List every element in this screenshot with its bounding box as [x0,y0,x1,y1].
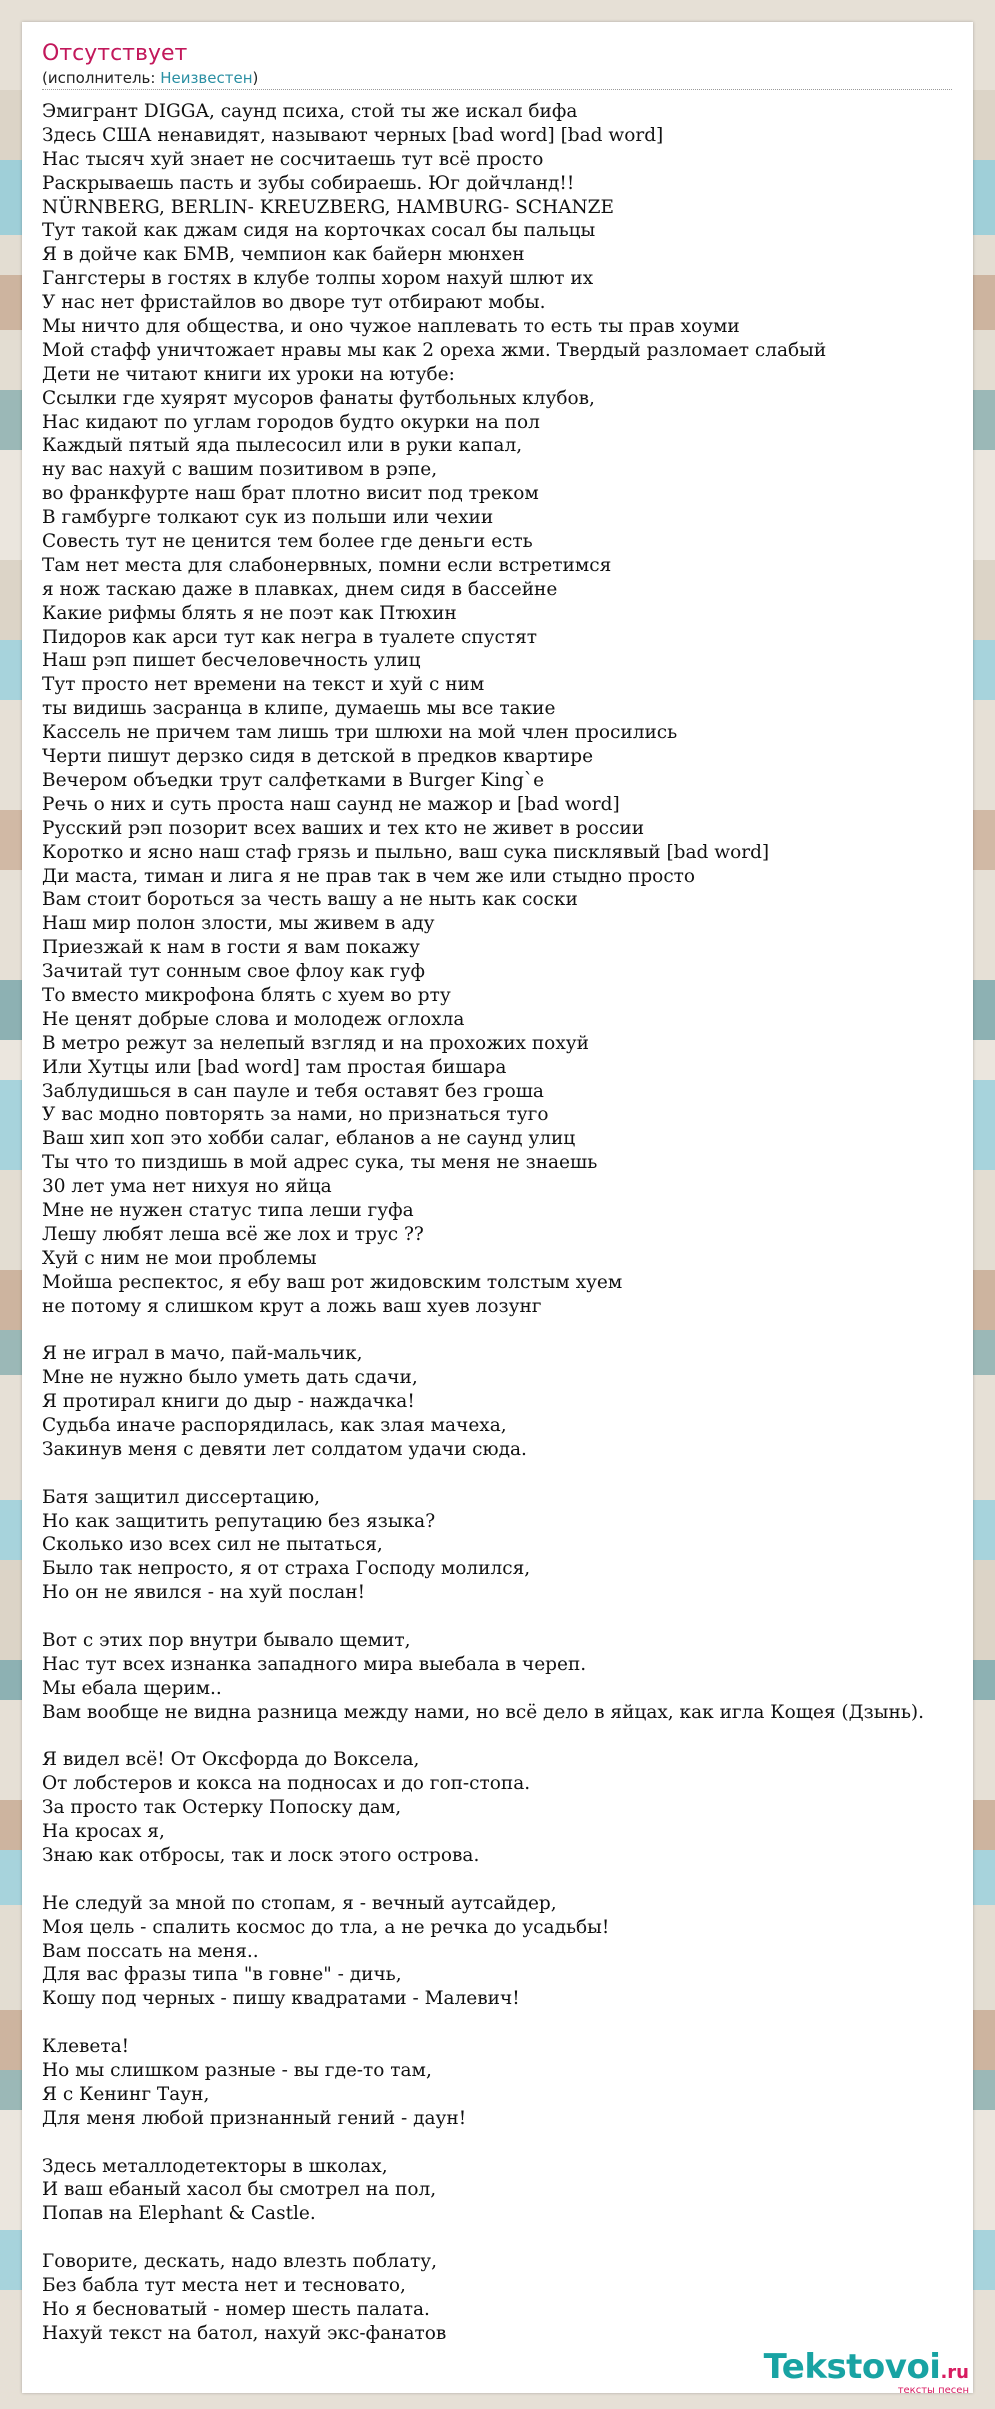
title-divider [42,89,952,90]
lyric-line: Лешу любят леша всё же лох и трус ?? [42,1223,424,1245]
lyric-line: Пидоров как арси тут как негра в туалете спустят [42,626,538,648]
lyric-line: Эмигрант DIGGA, саунд психа, стой ты же искал бифа [42,101,578,122]
lyric-line: Я в дойче как БМВ, чемпион как байерн мюнхен [42,244,525,266]
lyric-line: Какие рифмы блять я не поэт как Птюхин [42,602,457,624]
lyric-line: Там нет места для слабонервных, помни если встретимся [42,554,612,576]
lyric-line: Ты что то пиздишь в мой адрес сука, ты меня не знаешь [42,1152,598,1174]
lyric-line: Нахуй текст на батол, нахуй экс-фанатов [42,2322,447,2344]
lyric-line: У нас нет фристайлов во дворе тут отбирают мобы. [42,292,546,314]
lyric-line: Черти пишут дерзко сидя в детской в предков квартире [42,746,594,768]
artist-line [42,68,258,88]
lyric-line: На кросах я, [42,1821,165,1843]
lyric-line: 30 лет ума нет нихуя но яйца [42,1176,332,1198]
lyric-line: Для меня любой признанный гений - даун! [42,2107,467,2129]
logo-domain: .ru [940,2362,969,2383]
lyric-line: Я видел всё! От Оксфорда до Воксела, [42,1749,420,1771]
lyric-line: Я протирал книги до дыр - наждачка! [42,1391,415,1413]
lyric-line: У вас модно повторять за нами, но признаться туго [42,1104,549,1126]
lyric-line: Здесь металлодетекторы в школах, [42,2155,388,2177]
logo-tagline: тексты песен [897,2385,969,2396]
lyric-line: Приезжай к нам в гости я вам покажу [42,937,420,959]
lyric-line: От лобстеров и кокса на подносах и до гоп-стопа. [42,1773,531,1795]
lyric-line: Совесть тут не ценится тем более где деньги есть [42,531,533,553]
lyric-line: Вот с этих пор внутри бывало щемит, [42,1630,411,1651]
lyric-line: Без бабла тут места нет и тесновато, [42,2275,406,2297]
lyric-line: Ваш хип хоп это хобби салаг, ебланов а не саунд улиц [42,1128,576,1150]
lyric-line: ну вас нахуй с вашим позитивом в рэпе, [42,459,438,481]
stanza-break [42,1462,995,1486]
artist-suffix: ) [252,69,259,87]
lyric-line: Вам поссать на меня.. [42,1940,259,1962]
lyric-line: не потому я слишком крут а ложь ваш хуев лозунг [42,1295,542,1317]
stanza-break [42,2226,995,2250]
lyric-line: Нас тысяч хуй знает не сосчитаешь тут всё просто [42,148,544,170]
lyric-line: Коротко и ясно наш стаф грязь и пыльно, ваш сука писклявый [bad word] [42,841,770,863]
lyric-line: Раскрываешь пасть и зубы собираешь. Юг дойчланд!! [42,172,575,194]
lyric-line: Нас тут всех изнанка западного мира выебала в череп. [42,1653,587,1675]
stanza-break [42,1318,995,1342]
lyric-line: Заблудишься в сан пауле и тебя оставят без гроша [42,1080,544,1102]
lyric-line: Зачитай тут сонным свое флоу как гуф [42,961,425,983]
site-logo[interactable] [763,2347,969,2396]
logo-name: Tekstovoi [763,2347,941,2387]
stanza-break [42,2011,995,2035]
lyric-line: Батя защитил диссертацию, [42,1486,320,1508]
artist-prefix: (исполнитель: [42,69,161,87]
lyric-line: Было так непросто, я от страха Господу молился, [42,1558,531,1580]
lyric-line: Мне не нужен статус типа леши гуфа [42,1199,414,1221]
lyric-line: Ди маста, тиман и лига я не прав так в чем же или стыдно просто [42,865,696,887]
lyric-line: В метро режут за нелепый взгляд и на прохожих похуй [42,1032,589,1054]
lyric-line: Мы ничто для общества, и оно чужое наплевать то есть ты прав хоуми [42,316,740,338]
stanza-break [42,1605,995,1629]
lyric-line: Но я бесноватый - номер шесть палата. [42,2298,430,2320]
lyric-line: Говорите, дескать, надо влезть поблату, [42,2251,437,2273]
lyric-line: Вечером объедки трут салфетками в Burger King`e [42,769,545,791]
lyric-line: Клевета! [42,2036,130,2058]
stanza-break [42,2131,995,2155]
artist-link[interactable]: Неизвестен [160,69,253,87]
lyric-line: Ссылки где хуярят мусоров фанаты футбольных клубов, [42,387,595,409]
lyric-line: Наш рэп пишет бесчеловечность улиц [42,650,421,672]
lyric-line: Мойша респектос, я ебу ваш рот жидовским толстым хуем [42,1271,623,1293]
lyric-line: То вместо микрофона блять с хуем во рту [42,984,451,1006]
lyric-line: Мы ебала щерим.. [42,1677,222,1699]
lyric-line: Знаю как отбросы, так и лоск этого острова. [42,1845,480,1867]
lyric-line: Русский рэп позорит всех ваших и тех кто не живет в россии [42,817,645,839]
lyric-line: Кошу под черных - пишу квадратами - Малевич! [42,1988,520,2010]
lyric-line: Не следуй за мной по стопам, я - вечный аутсайдер, [42,1892,557,1914]
lyric-line: Но мы слишком разные - вы где-то там, [42,2060,432,2082]
lyric-line: Речь о них и суть проста наш саунд не мажор и [bad word] [42,793,620,815]
lyric-line: Я не играл в мачо, пай-мальчик, [42,1343,363,1365]
lyric-line: во франкфурте наш брат плотно висит под треком [42,483,539,505]
lyric-line: Но как защитить репутацию без языка? [42,1510,436,1532]
lyric-line: Моя цель - спалить космос до тла, а не речка до усадьбы! [42,1916,610,1938]
lyric-line: Мой стафф уничтожает нравы мы как 2 ореха жми. Твердый разломает слабый [42,339,827,361]
lyric-line: Хуй с ним не мои проблемы [42,1247,317,1269]
lyric-line: Или Хутцы или [bad word] там простая бишара [42,1056,507,1078]
lyric-line: Попав на Elephant & Castle. [42,2203,316,2225]
lyric-line: Вам стоит бороться за честь вашу а не ныть как соски [42,889,578,911]
lyric-line: я нож таскаю даже в плавках, днем сидя в бассейне [42,578,558,600]
lyric-line: Тут просто нет времени на текст и хуй с ним [42,674,485,696]
lyric-line: Мне не нужно было уметь дать сдачи, [42,1367,418,1389]
lyric-line: Сколько изо всех сил не пытаться, [42,1534,383,1556]
lyrics-text [42,100,995,2346]
lyric-line: Тут такой как джам сидя на корточках сосал бы пальцы [42,220,596,242]
lyric-line: В гамбурге толкают сук из польши или чехии [42,507,494,529]
stanza-break [42,1725,995,1749]
lyric-line: И ваш ебаный хасол бы смотрел на пол, [42,2179,437,2201]
lyric-line: Наш мир полон злости, мы живем в аду [42,913,435,935]
lyric-line: Кассель не причем там лишь три шлюхи на мой член просились [42,722,678,744]
lyric-line: Но он не явился - на хуй послан! [42,1582,366,1604]
lyric-line: Не ценят добрые слова и молодеж оглохла [42,1008,465,1030]
lyric-line: NÜRNBERG, BERLIN- KREUZBERG, HAMBURG- SCHANZE [42,196,615,218]
lyric-line: Дети не читают книги их уроки на ютубе: [42,363,455,385]
lyric-line: Каждый пятый яда пылесосил или в руки капал, [42,435,523,457]
lyric-line: Для вас фразы типа "в говне" - дичь, [42,1964,402,1986]
lyric-line: Гангстеры в гостях в клубе толпы хором нахуй шлют их [42,268,594,290]
lyric-line: Я с Кенинг Таун, [42,2083,210,2105]
stanza-break [42,1868,995,1892]
lyric-line: Здесь США ненавидят, называют черных [bad word] [bad word] [42,124,664,146]
lyric-line: За просто так Остерку Попоску дам, [42,1797,402,1819]
lyric-line: ты видишь засранца в клипе, думаешь мы все такие [42,698,556,720]
lyric-line: Закинув меня с девяти лет солдатом удачи сюда. [42,1438,527,1460]
lyric-line: Судьба иначе распорядилась, как злая мачеха, [42,1414,507,1436]
lyric-line: Вам вообще не видна разница между нами, но всё дело в яйцах, как игла Кощея (Дзынь). [42,1701,925,1723]
song-title: Отсутствует [42,41,188,66]
lyric-line: Нас кидают по углам городов будто окурки на пол [42,411,540,433]
